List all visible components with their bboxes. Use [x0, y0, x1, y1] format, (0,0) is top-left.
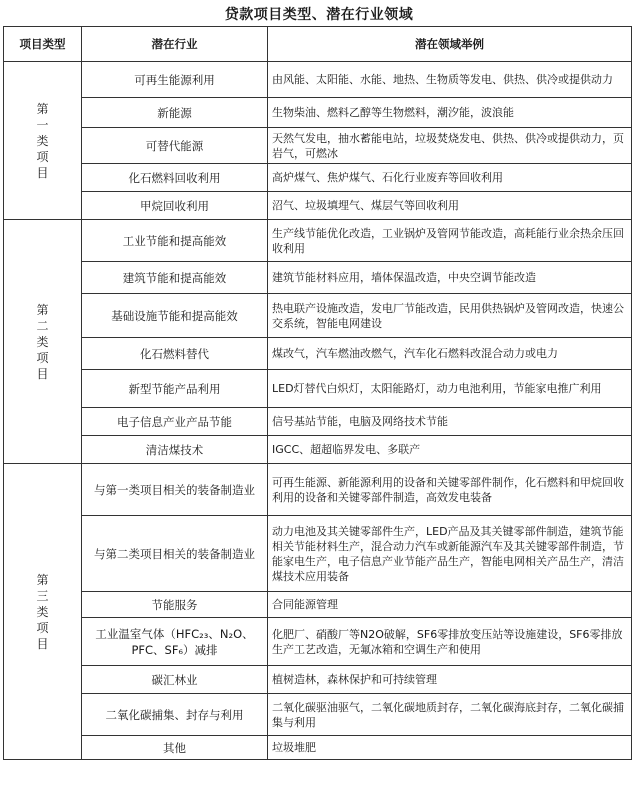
example-cell: 天然气发电，抽水蓄能电站，垃圾焚烧发电、供热、供冷或提供动力，页岩气，可燃冰 [268, 128, 632, 164]
project-type-cell [4, 464, 82, 760]
table-row [4, 618, 632, 666]
example-cell: 垃圾堆肥 [268, 736, 632, 760]
table-row [4, 192, 632, 220]
example-cell: 动力电池及其关键零部件生产，LED产品及其关键零部件制造，建筑节能相关节能材料生产，混合动力汽车或新能源汽车及其关键零部件制造，节能家电生产，电子信息产业节能产品生产，智能电网相关产品生产，清洁煤技术应用装备 [268, 516, 632, 592]
industry-cell: 其他 [82, 736, 268, 760]
table-row [4, 436, 632, 464]
table-row [4, 62, 632, 98]
example-cell: 信号基站节能，电脑及网络技术节能 [268, 408, 632, 436]
industry-cell: 基础设施节能和提高能效 [82, 294, 268, 338]
industry-cell: 工业温室气体（HFC₂₃、N₂O、PFC、SF₆）减排 [82, 618, 268, 666]
industry-cell: 与第一类项目相关的装备制造业 [82, 464, 268, 516]
industry-cell: 清洁煤技术 [82, 436, 268, 464]
table-row [4, 666, 632, 694]
table-row [4, 736, 632, 760]
industry-cell: 建筑节能和提高能效 [82, 262, 268, 294]
example-cell: 生物柴油、燃料乙醇等生物燃料，潮汐能，波浪能 [268, 98, 632, 128]
example-cell: 由风能、太阳能、水能、地热、生物质等发电、供热、供冷或提供动力 [268, 62, 632, 98]
header-project-type: 项目类型 [4, 27, 82, 62]
example-cell: IGCC、超超临界发电、多联产 [268, 436, 632, 464]
project-type-cell [4, 62, 82, 220]
example-cell: 植树造林，森林保护和可持续管理 [268, 666, 632, 694]
industry-cell: 工业节能和提高能效 [82, 220, 268, 262]
table-row [4, 408, 632, 436]
example-cell: 高炉煤气、焦炉煤气、石化行业废弃等回收利用 [268, 164, 632, 192]
header-industry: 潜在行业 [82, 27, 268, 62]
table-row [4, 370, 632, 408]
example-cell: 热电联产设施改造，发电厂节能改造，民用供热锅炉及管网改造，快速公交系统，智能电网建设 [268, 294, 632, 338]
header-examples: 潜在领域举例 [268, 27, 632, 62]
example-cell: 化肥厂、硝酸厂等N2O破解，SF6零排放变压站等设施建设，SF6零排放生产工艺改造，无氟冰箱和空调生产和使用 [268, 618, 632, 666]
table-row [4, 98, 632, 128]
industry-cell: 化石燃料回收利用 [82, 164, 268, 192]
industry-cell: 碳汇林业 [82, 666, 268, 694]
table-header-row [4, 27, 632, 62]
example-cell: 沼气、垃圾填埋气、煤层气等回收利用 [268, 192, 632, 220]
table-row [4, 592, 632, 618]
table-row [4, 294, 632, 338]
example-cell: 二氧化碳驱油驱气，二氧化碳地质封存，二氧化碳海底封存，二氧化碳捕集与利用 [268, 694, 632, 736]
table-row [4, 220, 632, 262]
table-row [4, 262, 632, 294]
industry-cell: 化石燃料替代 [82, 338, 268, 370]
example-cell: 可再生能源、新能源利用的设备和关键零部件制作，化石燃料和甲烷回收利用的设备和关键零部件制造，高效发电装备 [268, 464, 632, 516]
project-type-cell [4, 220, 82, 464]
table-row [4, 516, 632, 592]
industry-cell: 与第二类项目相关的装备制造业 [82, 516, 268, 592]
example-cell: LED灯替代白炽灯，太阳能路灯，动力电池利用，节能家电推广利用 [268, 370, 632, 408]
project-type-label: 第一类项目 [36, 101, 49, 180]
table-row [4, 694, 632, 736]
example-cell: 生产线节能优化改造，工业锅炉及管网节能改造，高耗能行业余热余压回收利用 [268, 220, 632, 262]
industry-cell: 新型节能产品利用 [82, 370, 268, 408]
industry-cell: 节能服务 [82, 592, 268, 618]
example-cell: 煤改气，汽车燃油改燃气，汽车化石燃料改混合动力或电力 [268, 338, 632, 370]
industry-cell: 可替代能源 [82, 128, 268, 164]
table-row [4, 128, 632, 164]
page-title: 贷款项目类型、潜在行业领域 [224, 7, 414, 23]
industry-cell: 甲烷回收利用 [82, 192, 268, 220]
table-row [4, 464, 632, 516]
loan-project-table [3, 26, 632, 760]
industry-cell: 可再生能源利用 [82, 62, 268, 98]
industry-cell: 二氧化碳捕集、封存与利用 [82, 694, 268, 736]
project-type-label: 第三类项目 [36, 572, 49, 651]
example-cell: 合同能源管理 [268, 592, 632, 618]
table-row [4, 338, 632, 370]
industry-cell: 新能源 [82, 98, 268, 128]
table-row [4, 164, 632, 192]
industry-cell: 电子信息产业产品节能 [82, 408, 268, 436]
project-type-label: 第二类项目 [36, 302, 49, 381]
example-cell: 建筑节能材料应用，墙体保温改造，中央空调节能改造 [268, 262, 632, 294]
